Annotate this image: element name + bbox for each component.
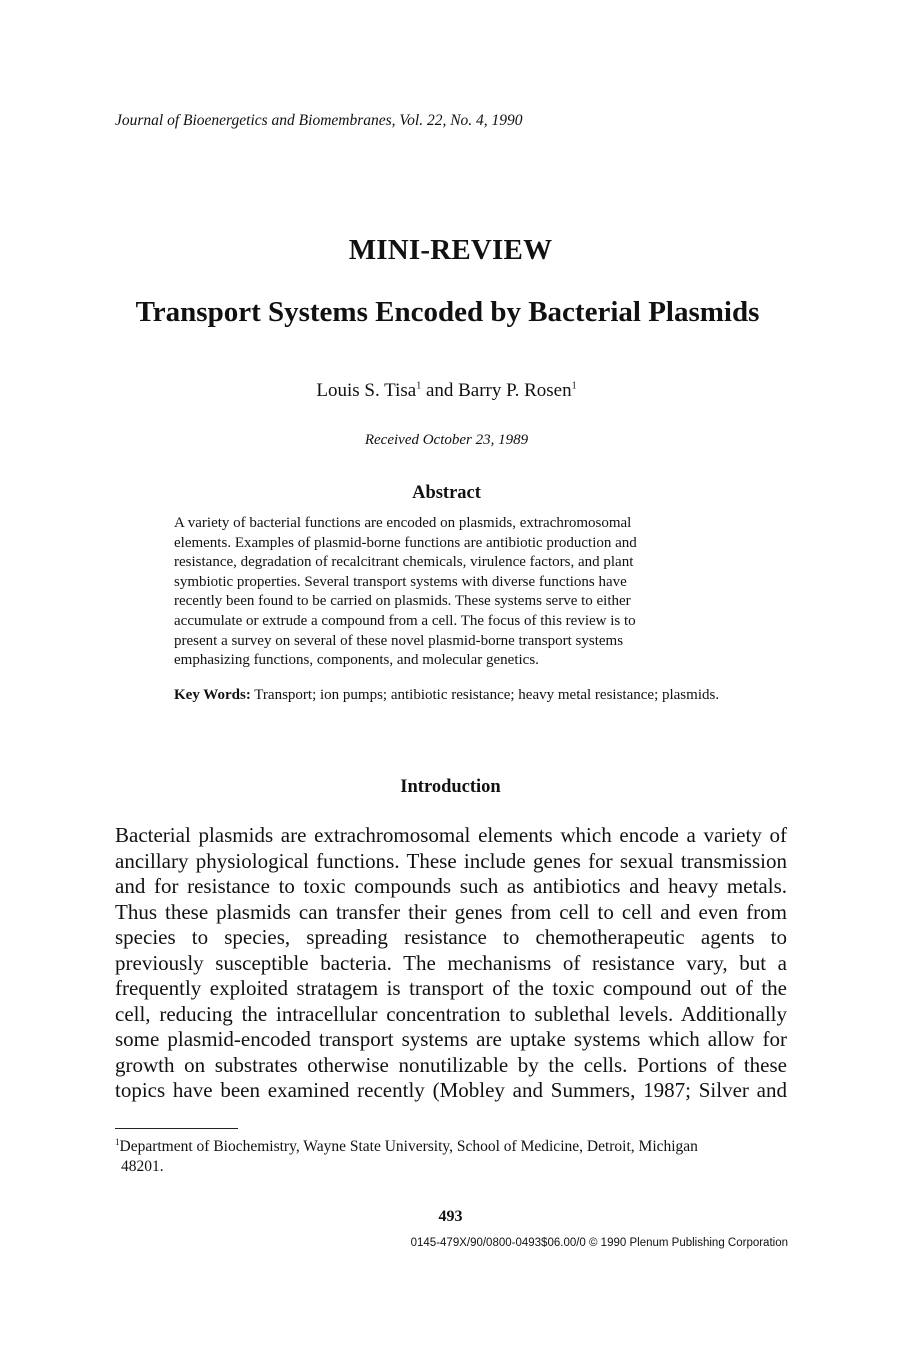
- author-name: Barry P. Rosen: [458, 380, 572, 401]
- author-name: Louis S. Tisa: [316, 380, 417, 401]
- abstract-line: accumulate or extrude a compound from a cell. The focus of this review is to: [174, 612, 636, 629]
- body-line: Bacterial plasmids are extrachromosomal elements which encode a variety of: [115, 823, 787, 847]
- copyright-line: 0145-479X/90/0800-0493$06.00/0 © 1990 Plenum Publishing Corporation: [410, 1237, 788, 1249]
- abstract-line: symbiotic properties. Several transport systems with diverse functions have: [174, 573, 627, 590]
- footnote-divider: [115, 1128, 238, 1129]
- footnote-text: Department of Biochemistry, Wayne State University, School of Medicine, Detroit, Michigan: [119, 1138, 698, 1155]
- abstract-body: [174, 514, 722, 671]
- body-line: some plasmid-encoded transport systems are uptake systems which allow for: [115, 1027, 787, 1051]
- article-kind: MINI-REVIEW: [348, 234, 553, 266]
- footnote-continuation: 48201.: [121, 1158, 164, 1175]
- body-line: topics have been examined recently (Mobley and Summers, 1987; Silver and: [115, 1078, 787, 1102]
- body-line: and for resistance to toxic compounds such as antibiotics and heavy metals.: [115, 874, 787, 898]
- abstract-line: resistance, degradation of recalcitrant chemicals, virulence factors, and plant: [174, 554, 634, 571]
- abstract-line: elements. Examples of plasmid-borne functions are antibiotic production and: [174, 534, 637, 551]
- body-line: species to species, spreading resistance to chemotherapeutic agents to: [115, 925, 787, 949]
- keywords-label: Key Words:: [174, 687, 251, 703]
- footnote-mark: 1: [115, 1136, 120, 1147]
- footnote-line: [115, 1138, 698, 1155]
- abstract-line: present a survey on several of these novel plasmid-borne transport systems: [174, 632, 624, 649]
- body-line: cell, reducing the intracellular concentration to sublethal levels. Additionally: [115, 1001, 787, 1026]
- abstract-line: A variety of bacterial functions are encoded on plasmids, extrachromosomal: [174, 515, 632, 531]
- body-line: previously susceptible bacteria. The mechanisms of resistance vary, but a: [115, 950, 787, 975]
- introduction-heading: Introduction: [400, 777, 501, 797]
- keywords: [174, 686, 722, 705]
- body-line: ancillary physiological functions. These include genes for sexual transmission: [115, 848, 787, 873]
- introduction-body: [115, 823, 787, 1104]
- abstract-line: emphasizing functions, components, and molecular genetics.: [174, 652, 539, 669]
- body-line: Thus these plasmids can transfer their genes from cell to cell and even from: [115, 899, 787, 924]
- body-line: frequently exploited stratagem is transport of the toxic compound out of the: [115, 976, 787, 1000]
- affiliation-mark: 1: [571, 380, 577, 392]
- body-line: growth on substrates otherwise nonutilizable by the cells. Portions of these: [115, 1052, 787, 1077]
- received-date: Received October 23, 1989: [364, 432, 529, 448]
- keywords-text: Transport; ion pumps; antibiotic resistance; heavy metal resistance; plasmids.: [254, 687, 720, 703]
- footnote: [115, 1137, 795, 1177]
- author-line: [0, 380, 893, 402]
- page-number: 493: [438, 1208, 463, 1225]
- author-conjunction: and: [425, 380, 454, 401]
- affiliation-mark: 1: [416, 380, 422, 392]
- abstract-line: recently been found to be carried on plasmids. These systems serve to either: [174, 593, 631, 610]
- article-title: Transport Systems Encoded by Bacterial Plasmids: [135, 296, 760, 328]
- journal-citation: Journal of Bioenergetics and Biomembranes, Vol. 22, No. 4, 1990: [115, 112, 523, 129]
- abstract-heading: Abstract: [412, 483, 481, 503]
